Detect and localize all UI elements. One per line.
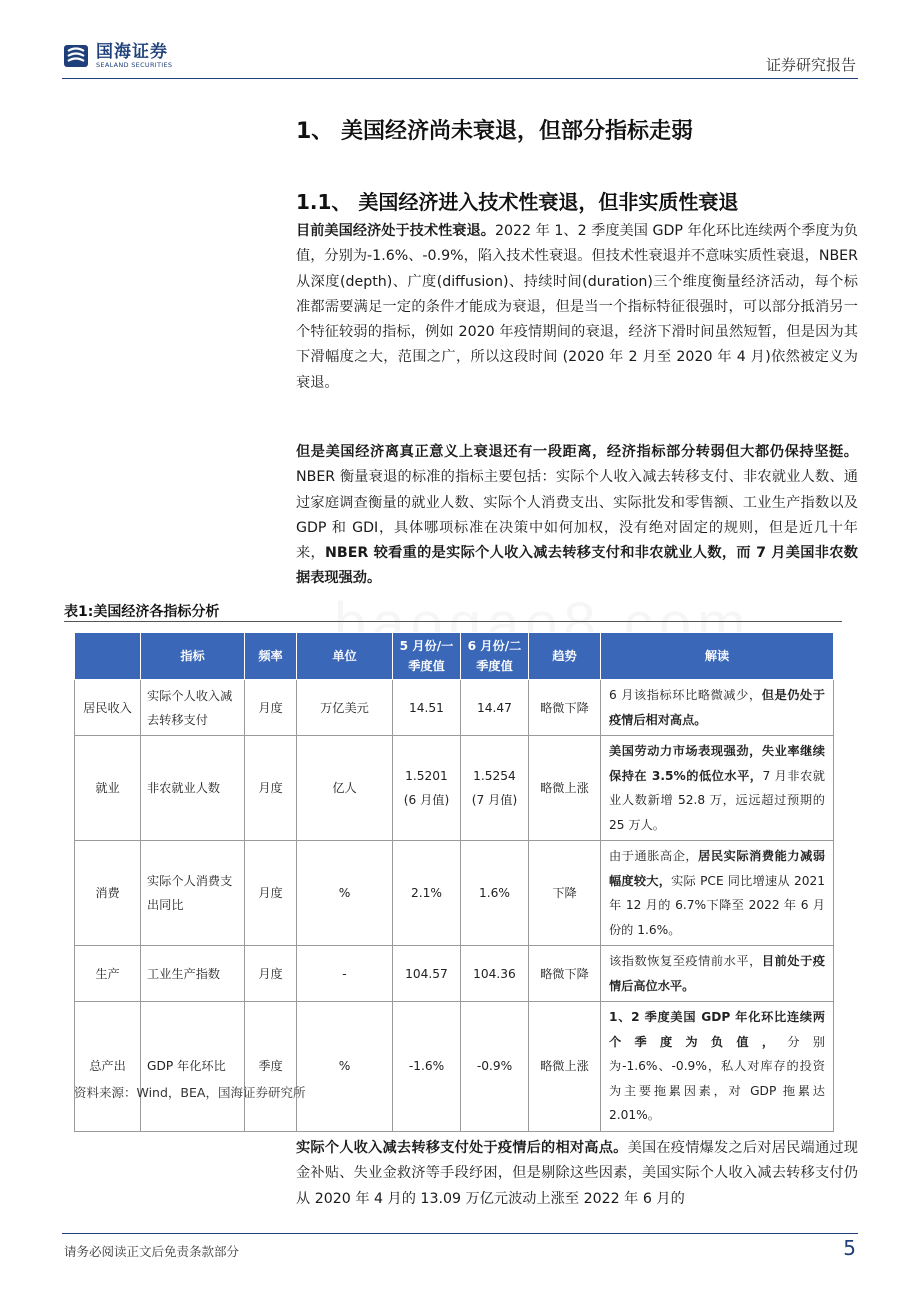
paragraph-body: NBER 衡量衰退的标准的指标主要包括：实际个人收入减去转移支付、非农就业人数、通过家庭调查衡量的就业人数、实际个人消费支出、实际批发和零售额、工业生产指数以及 GDP 和 GDI，具体哪项标准在决策中如何加权，没有绝对固定的规则，但是近几十年来，	[296, 469, 858, 562]
value2-cell: 14.47	[461, 680, 529, 736]
paragraph-lead: 实际个人收入减去转移支付处于疫情后的相对高点。	[296, 1140, 628, 1156]
header-cell: 5 月份/一季度值	[393, 633, 461, 680]
brand-logo	[62, 42, 172, 70]
interp-text: 6 月该指标环比略微减少，	[609, 688, 762, 702]
category-cell: 消费	[75, 841, 141, 946]
table-row	[75, 736, 834, 841]
value1-cell: 2.1%	[393, 841, 461, 946]
value1-cell: -1.6%	[393, 1002, 461, 1132]
category-cell: 居民收入	[75, 680, 141, 736]
value1-cell: 14.51	[393, 680, 461, 736]
table-title-rule	[64, 621, 842, 622]
indicator-cell: 工业生产指数	[141, 946, 245, 1002]
interpretation-cell	[601, 1002, 834, 1132]
interp-emphasis: 目前处于疫情后高位水平。	[609, 954, 825, 993]
indicator-cell: GDP 年化环比	[141, 1002, 245, 1132]
value1-cell: 1.5201 (6 月值)	[393, 736, 461, 841]
table-source: 资料来源：Wind，BEA，国海证券研究所	[74, 1085, 306, 1100]
table-row	[75, 841, 834, 946]
freq-cell: 月度	[245, 946, 297, 1002]
logo-cn-text: 国海证券	[96, 41, 168, 62]
value2-cell: 1.6%	[461, 841, 529, 946]
interp-emphasis: 但是仍处于疫情后相对高点。	[609, 688, 825, 727]
report-type: 证券研究报告	[765, 56, 856, 74]
unit-cell: -	[297, 946, 393, 1002]
paragraph-personal-income	[296, 1136, 858, 1212]
trend-cell: 略微下降	[529, 946, 601, 1002]
section-heading-1-1: 1.1、 美国经济进入技术性衰退，但非实质性衰退	[296, 190, 739, 214]
trend-cell: 略微上涨	[529, 1002, 601, 1132]
value2-cell: 1.5254 (7 月值)	[461, 736, 529, 841]
interp-text: 由于通胀高企，	[609, 849, 699, 863]
header-cell: 指标	[141, 633, 245, 680]
freq-cell: 月度	[245, 736, 297, 841]
header-divider	[62, 78, 858, 79]
header-cell: 解读	[601, 633, 834, 680]
paragraph-lead: 但是美国经济离真正意义上衰退还有一段距离，经济指标部分转弱但大都仍保持坚挺。	[296, 444, 858, 460]
interp-emphasis: 居民实际消费能力减弱幅度较大，	[609, 849, 826, 888]
table-header-row	[75, 633, 834, 680]
unit-cell: %	[297, 1002, 393, 1132]
header-cell: 6 月份/二季度值	[461, 633, 529, 680]
paragraph-emphasis: NBER 较看重的是实际个人收入减去转移支付和非农就业人数，而 7 月美国非农数据表现强劲。	[296, 545, 858, 587]
indicator-cell: 实际个人收入减去转移支付	[141, 680, 245, 736]
interp-emphasis: 1、2 季度美国 GDP 年化环比连续两个季度为负值，	[609, 1010, 825, 1049]
interp-text: 分别为-1.6%、-0.9%，私人对库存的投资为主要拖累因素，对 GDP 拖累达 2.01%。	[609, 1034, 826, 1122]
table-title: 表1:美国经济各指标分析	[64, 604, 220, 620]
unit-cell: %	[297, 841, 393, 946]
indicator-table	[74, 632, 834, 1132]
trend-cell: 略微上涨	[529, 736, 601, 841]
disclaimer-note: 请务必阅读正文后免责条款部分	[64, 1244, 240, 1259]
interp-text: 7 月非农就业人数新增 52.8 万，远远超过预期的 25 万人。	[609, 768, 825, 832]
sealand-logo-icon	[62, 42, 90, 70]
category-cell: 生产	[75, 946, 141, 1002]
paragraph-indicators	[296, 440, 858, 592]
table-row	[75, 680, 834, 736]
interpretation-cell	[601, 736, 834, 841]
logo-en-text: SEALAND SECURITIES	[96, 60, 173, 69]
interp-emphasis: 美国劳动力市场表现强劲，失业率继续保持在 3.5%的低位水平，	[609, 744, 825, 783]
category-cell: 总产出	[75, 1002, 141, 1132]
header-cell: 频率	[245, 633, 297, 680]
paragraph-technical-recession	[296, 219, 858, 396]
page-number: 5	[843, 1236, 856, 1260]
unit-cell: 万亿美元	[297, 680, 393, 736]
header-cell	[75, 633, 141, 680]
value2-cell: 104.36	[461, 946, 529, 1002]
unit-cell: 亿人	[297, 736, 393, 841]
trend-cell: 略微下降	[529, 680, 601, 736]
paragraph-lead: 目前美国经济处于技术性衰退。	[296, 223, 495, 239]
indicator-cell: 实际个人消费支出同比	[141, 841, 245, 946]
freq-cell: 季度	[245, 1002, 297, 1132]
paragraph-body: 2022 年 1、2 季度美国 GDP 年化环比连续两个季度为负值，分别为-1.6%、-0.9%，陷入技术性衰退。但技术性衰退并不意味实质性衰退，NBER 从深度(depth)、广度(diffusion)、持续时间(duration)三个维度衡量经济活动，每个标准都需要满足一定的条件才能成为衰退，但是当一个指标特征很强时，可以部分抵消另一个特征较弱的指标，例如 2020 年疫情期间的衰退，经济下滑时间虽然短暂，但是因为其下滑幅度之大，范围之广，所以这段时间 (2020 年 2 月至 2020 年 4 月)依然被定义为衰退。	[296, 223, 858, 391]
category-cell: 就业	[75, 736, 141, 841]
header-cell: 趋势	[529, 633, 601, 680]
interpretation-cell	[601, 946, 834, 1002]
value2-cell: -0.9%	[461, 1002, 529, 1132]
value1-cell: 104.57	[393, 946, 461, 1002]
interp-text: 该指数恢复至疫情前水平，	[609, 954, 762, 968]
freq-cell: 月度	[245, 680, 297, 736]
interp-text: 实际 PCE 同比增速从 2021 年 12 月的 6.7%下降至 2022 年 6 月份的 1.6%。	[609, 873, 826, 937]
footer-divider	[62, 1233, 858, 1234]
section-heading-1: 1、 美国经济尚未衰退，但部分指标走弱	[296, 119, 693, 144]
trend-cell: 下降	[529, 841, 601, 946]
table-row	[75, 1002, 834, 1132]
interpretation-cell	[601, 841, 834, 946]
indicator-cell: 非农就业人数	[141, 736, 245, 841]
paragraph-body: 美国在疫情爆发之后对居民端通过现金补贴、失业金救济等手段纾困，但是剔除这些因素，美国实际个人收入减去转移支付仍从 2020 年 4 月的 13.09 万亿元波动上涨至 2022 年 6 月的	[296, 1140, 858, 1207]
interpretation-cell	[601, 680, 834, 736]
header-cell: 单位	[297, 633, 393, 680]
freq-cell: 月度	[245, 841, 297, 946]
table-row	[75, 946, 834, 1002]
